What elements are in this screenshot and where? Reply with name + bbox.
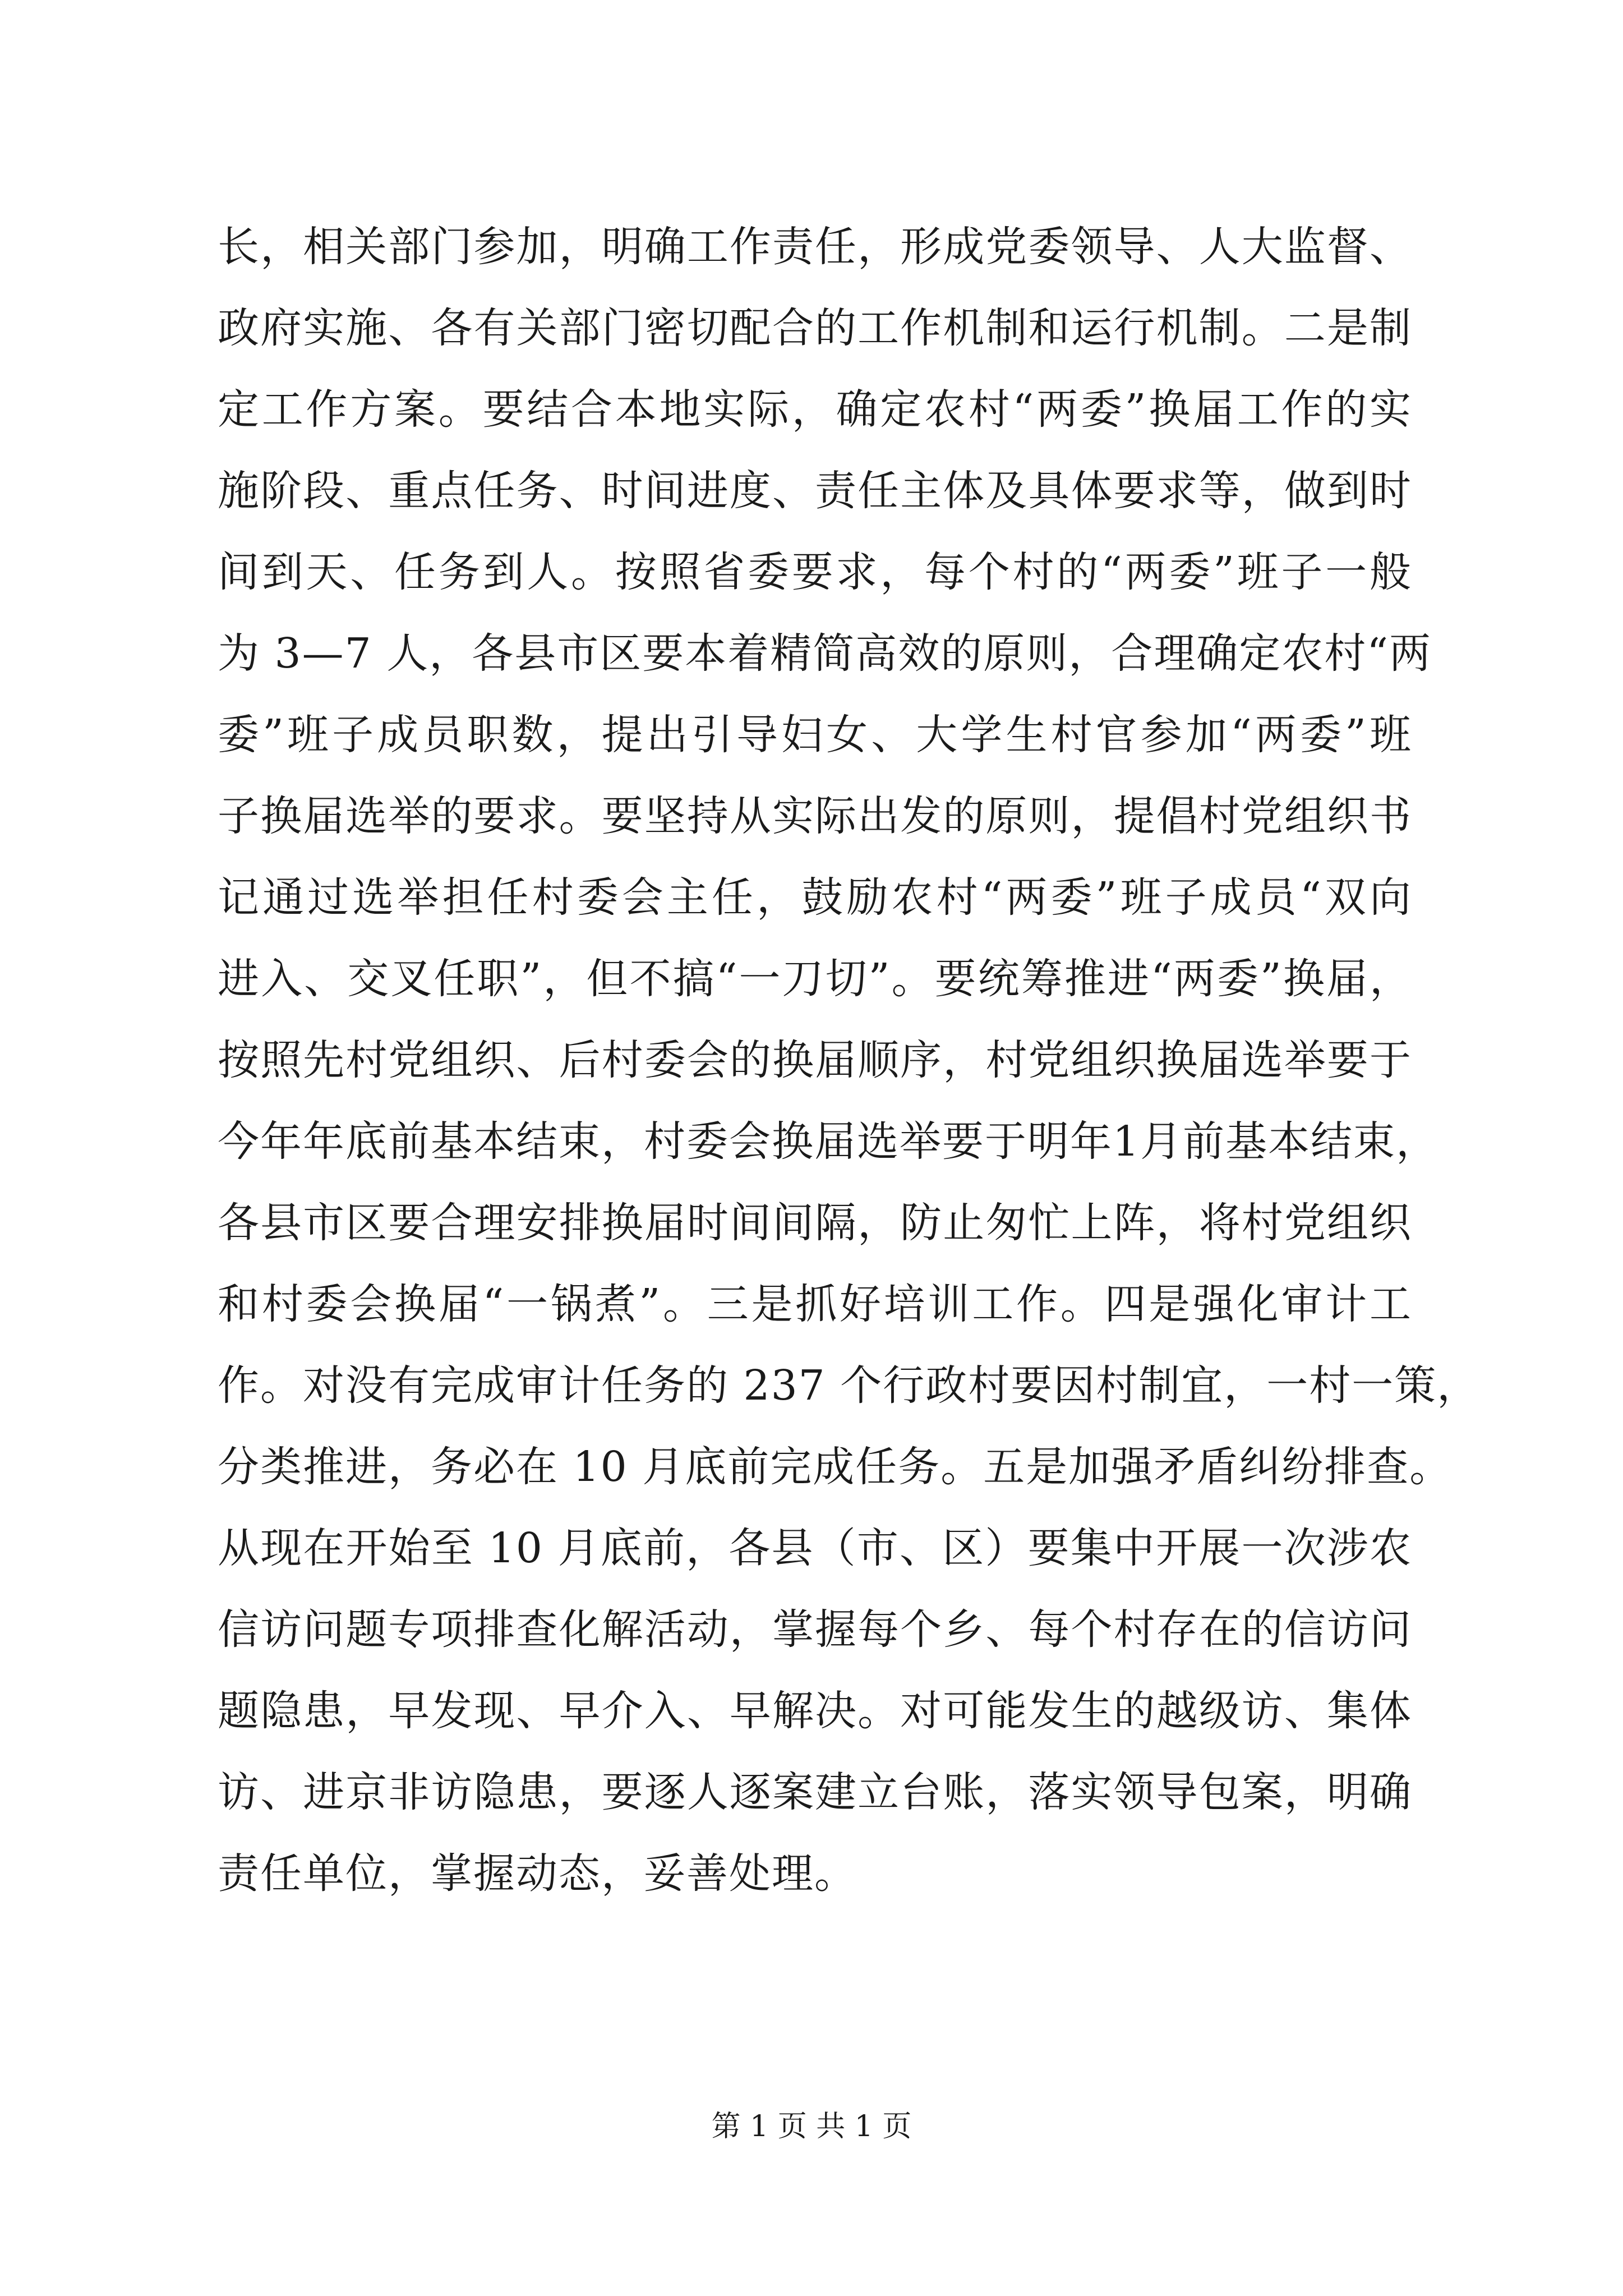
text-line: 政府实施、各有关部门密切配合的工作机制和运行机制。二是制 bbox=[218, 304, 1412, 352]
text-line: 委”班子成员职数，提出引导妇女、大学生村官参加“两委”班 bbox=[218, 711, 1412, 759]
text-line: 从现在开始至 10 月底前，各县（市、区）要集中开展一次涉农 bbox=[218, 1524, 1412, 1572]
body-paragraph bbox=[218, 206, 1480, 1915]
text-line: 进入、交叉任职”，但不搞“一刀切”。要统筹推进“两委”换届， bbox=[218, 955, 1412, 1003]
page-number-footer: 第 1 页 共 1 页 bbox=[711, 2110, 912, 2143]
text-line: 作。对没有完成审计任务的 237 个行政村要因村制宜，一村一策， bbox=[218, 1361, 1480, 1410]
text-line: 长，相关部门参加，明确工作责任，形成党委领导、人大监督、 bbox=[218, 223, 1412, 271]
text-line: 按照先村党组织、后村委会的换届顺序，村党组织换届选举要于 bbox=[218, 1036, 1412, 1084]
text-line: 记通过选举担任村委会主任，鼓励农村“两委”班子成员“双向 bbox=[218, 873, 1412, 922]
text-line: 定工作方案。要结合本地实际，确定农村“两委”换届工作的实 bbox=[218, 385, 1412, 434]
text-line: 为 3—7 人，各县市区要本着精简高效的原则，合理确定农村“两 bbox=[218, 629, 1432, 678]
text-line: 分类推进，务必在 10 月底前完成任务。五是加强矛盾纠纷排查。 bbox=[218, 1443, 1453, 1491]
text-line: 子换届选举的要求。要坚持从实际出发的原则，提倡村党组织书 bbox=[218, 792, 1412, 840]
text-line: 今年年底前基本结束，村委会换届选举要于明年1月前基本结束， bbox=[218, 1117, 1439, 1166]
text-line: 施阶段、重点任务、时间进度、责任主体及具体要求等，做到时 bbox=[218, 467, 1412, 515]
text-line: 信访问题专项排查化解活动，掌握每个乡、每个村存在的信访问 bbox=[218, 1605, 1412, 1654]
text-line: 责任单位，掌握动态，妥善处理。 bbox=[218, 1849, 857, 1898]
text-line: 各县市区要合理安排换届时间间隔，防止匆忙上阵，将村党组织 bbox=[218, 1199, 1412, 1247]
text-line: 和村委会换届“一锅煮”。三是抓好培训工作。四是强化审计工 bbox=[218, 1280, 1412, 1328]
text-line: 题隐患，早发现、早介入、早解决。对可能发生的越级访、集体 bbox=[218, 1687, 1412, 1735]
text-line: 访、进京非访隐患，要逐人逐案建立台账，落实领导包案，明确 bbox=[218, 1768, 1412, 1816]
text-line: 间到天、任务到人。按照省委要求，每个村的“两委”班子一般 bbox=[218, 548, 1412, 596]
